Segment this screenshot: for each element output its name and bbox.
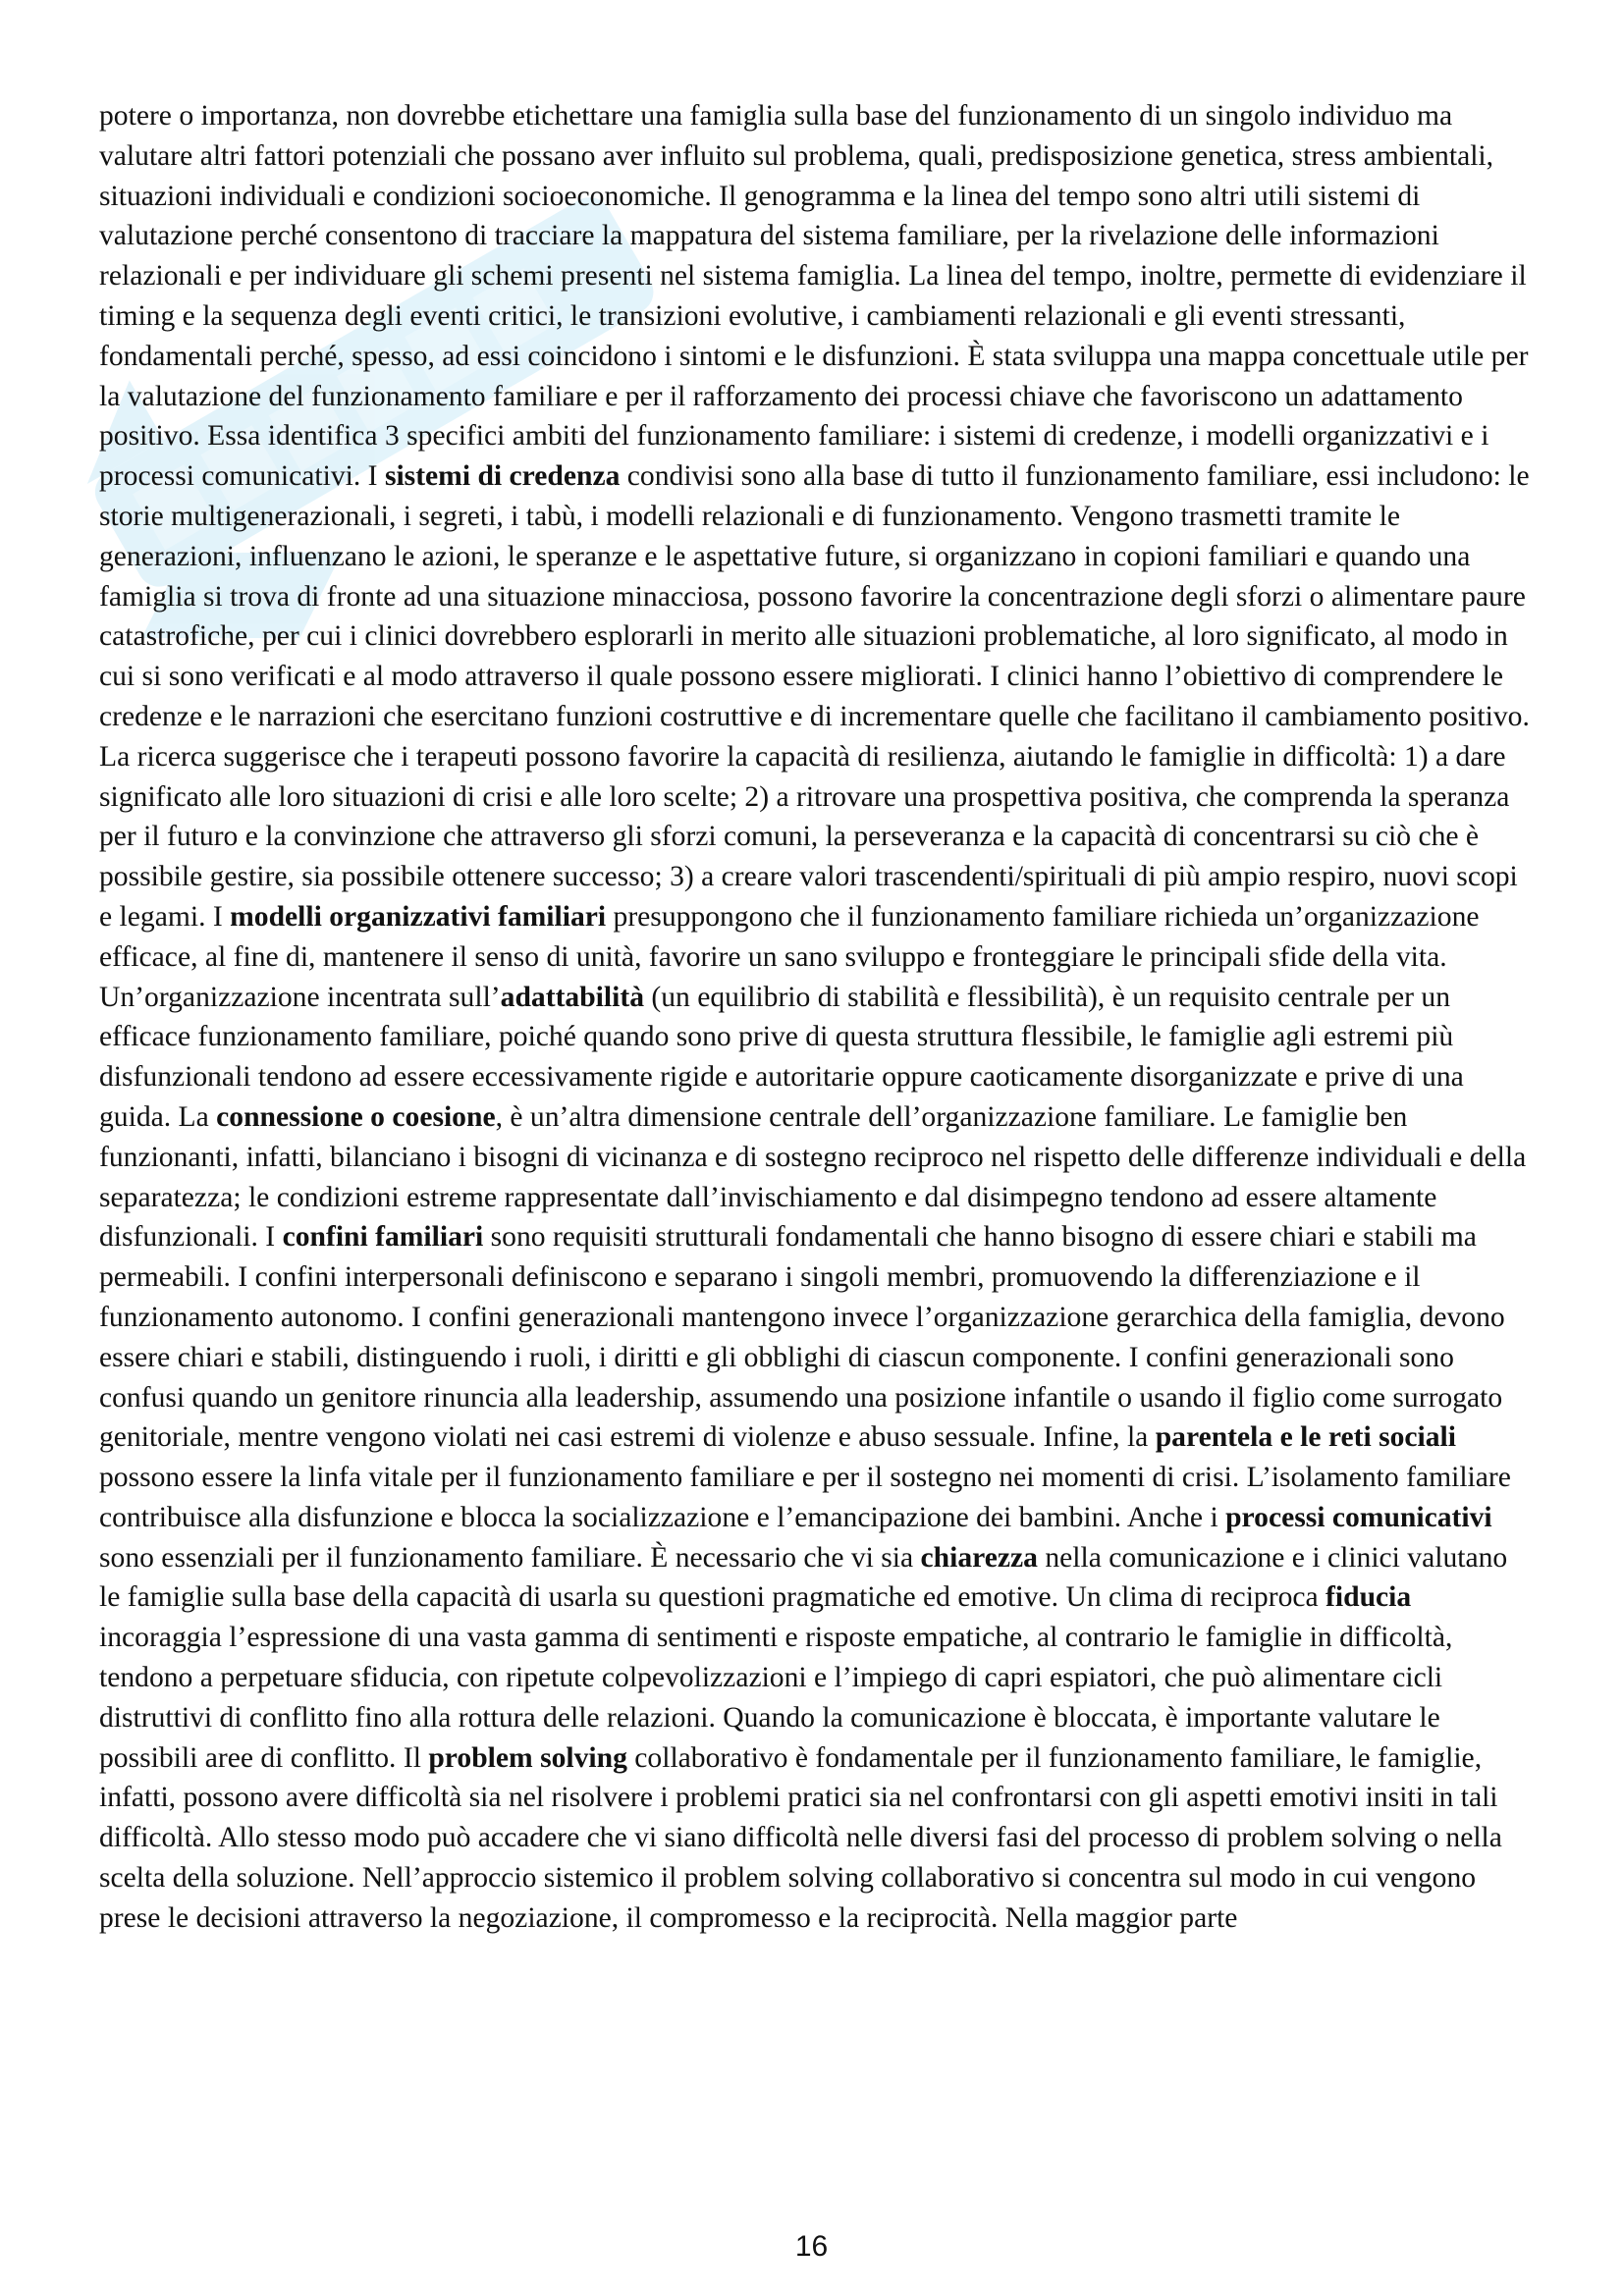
bold-term-problem-solving: problem solving: [428, 1741, 627, 1774]
bold-term-confini-familiari: confini familiari: [282, 1221, 484, 1254]
text-run: collaborativo è fondamentale per il funzionamento familiare, le famiglie, infatti, possono avere difficoltà sia nel risolvere i problemi pratici sia nel confrontarsi con gli aspetti emotivi insiti in tali difficoltà. Allo stesso modo può accadere che vi siano difficoltà nelle diversi fasi del processo di problem solving o nella scelta della soluzione. Nell’approccio sistemico il problem solving collaborativo si concentra sul modo in cui vengono prese le decisioni attraverso la negoziazione, il compromesso e la reciprocità. Nella maggior parte: [99, 1741, 1502, 1934]
text-run: (un equilibrio di stabilità e flessibilità), è un requisito centrale per un efficace funzionamento familiare, poiché quando sono prive di questa struttura flessibile, le famiglie agli estremi più disfunzionali tendono ad essere eccessivamente rigide e autoritarie oppure caoticamente disorganizzate e prive di una guida. La: [99, 981, 1464, 1133]
bold-term-fiducia: fiducia: [1325, 1581, 1412, 1614]
bold-term-modelli-organizzativi: modelli organizzativi familiari: [230, 900, 607, 933]
text-run: incoraggia l’espressione di una vasta gamma di sentimenti e risposte empatiche, al contrario le famiglie in difficoltà, tendono a perpetuare sfiducia, con ripetute colpevolizzazioni e l’impiego di capri espiatori, che può alimentare cicli distruttivi di conflitto fino alla rottura delle relazioni. Quando la comunicazione è bloccata, è importante valutare le possibili aree di conflitto. Il: [99, 1622, 1453, 1774]
text-run: sono essenziali per il funzionamento familiare. È necessario che vi sia: [99, 1541, 921, 1574]
text-run: presuppongono che il funzionamento familiare richieda un’organizzazione efficace, al fine di, mantenere il senso di unità, favorire un sano sviluppo e fronteggiare le principali sfide della vita. Un’organizzazione incentrata sull’: [99, 900, 1480, 1013]
body-paragraph: [99, 96, 1533, 1939]
bold-term-chiarezza: chiarezza: [920, 1541, 1038, 1574]
bold-term-connessione: connessione o coesione: [216, 1100, 496, 1133]
bold-term-adattabilita: adattabilità: [500, 981, 644, 1013]
bold-term-sistemi-di-credenza: sistemi di credenza: [384, 460, 621, 493]
text-run: , è un’altra dimensione centrale dell’organizzazione familiare. Le famiglie ben funzionanti, infatti, bilanciano i bisogni di vicinanza e di sostegno reciproco nel rispetto delle differenze individuali e della separatezza; le condizioni estreme rappresentate dall’invischiamento e dal disimpegno tendono ad essere altamente disfunzionali. I: [99, 1100, 1527, 1254]
text-run: possono essere la linfa vitale per il funzionamento familiare e per il sostegno nei momenti di crisi. L’isolamento familiare contribuisce alla disfunzione e blocca la socializzazione e l’emancipazione dei bambini. Anche i: [99, 1462, 1511, 1533]
text-run: condivisi sono alla base di tutto il funzionamento familiare, essi includono: le storie multigenerazionali, i segreti, i tabù, i modelli relazionali e di funzionamento. Vengono trasmetti tramite le generazioni, influenzano le azioni, le speranze e le aspettative future, si organizzano in copioni familiari e quando una famiglia si trova di fronte ad una situazione minacciosa, possono favorire la concentrazione degli sforzi o alimentare paure catastrofiche, per cui i clinici dovrebbero esplorarli in merito alle situazioni problematiche, al loro significato, al modo in cui si sono verificati e al modo attraverso il quale possono essere migliorati. I clinici hanno l’obiettivo di comprendere le credenze e le narrazioni che esercitano funzioni costruttive e di incrementare quelle che facilitano il cambiamento positivo. La ricerca suggerisce che i terapeuti possono favorire la capacità di resilienza, aiutando le famiglie in difficoltà: 1) a dare significato alle loro situazioni di crisi e alle loro scelte; 2) a ritrovare una prospettiva positiva, che comprenda la speranza per il futuro e la convinzione che attraverso gli sforzi comuni, la perseveranza e la capacità di concentrarsi su ciò che è possibile gestire, sia possibile ottenere successo; 3) a creare valori trascendenti/spirituali di più ampio respiro, nuovi scopi e legami. I: [99, 460, 1530, 933]
text-run: sono requisiti strutturali fondamentali che hanno bisogno di essere chiari e stabili ma permeabili. I confini interpersonali definiscono e separano i singoli membri, promuovendo la differenziazione e il funzionamento autonomo. I confini generazionali mantengono invece l’organizzazione gerarchica della famiglia, devono essere chiari e stabili, distinguendo i ruoli, i diritti e gli obblighi di ciascun componente. I confini generazionali sono confusi quando un genitore rinuncia alla leadership, assumendo una posizione infantile o usando il figlio come surrogato genitoriale, mentre vengono violati nei casi estremi di violenze e abuso sessuale. Infine, la: [99, 1221, 1505, 1454]
bold-term-parentela: parentela e le reti sociali: [1155, 1421, 1456, 1454]
text-run: potere o importanza, non dovrebbe etichettare una famiglia sulla base del funzionamento di un singolo individuo ma valutare altri fattori potenziali che possano aver influito sul problema, quali, predisposizione genetica, stress ambientali, situazioni individuali e condizioni socioeconomiche. Il genogramma e la linea del tempo sono altri utili sistemi di valutazione perché consentono di tracciare la mappatura del sistema familiare, per la rivelazione delle informazioni relazionali e per individuare gli schemi presenti nel sistema famiglia. La linea del tempo, inoltre, permette di evidenziare il timing e la sequenza degli eventi critici, le transizioni evolutive, i cambiamenti relazionali e gli eventi stressanti, fondamentali perché, spesso, ad essi coincidono i sintomi e le disfunzioni. È stata sviluppa una mappa concettuale utile per la valutazione del funzionamento familiare e per il rafforzamento dei processi chiave che favoriscono un adattamento positivo. Essa identifica 3 specifici ambiti del funzionamento familiare: i sistemi di credenze, i modelli organizzativi e i processi comunicativi. I: [99, 100, 1529, 493]
page-number: 16: [794, 2230, 829, 2263]
bold-term-processi-comunicativi: processi comunicativi: [1225, 1501, 1492, 1533]
text-run: nella comunicazione e i clinici valutano le famiglie sulla base della capacità di usarla su questioni pragmatiche ed emotive. Un clima di reciproca: [99, 1541, 1508, 1614]
